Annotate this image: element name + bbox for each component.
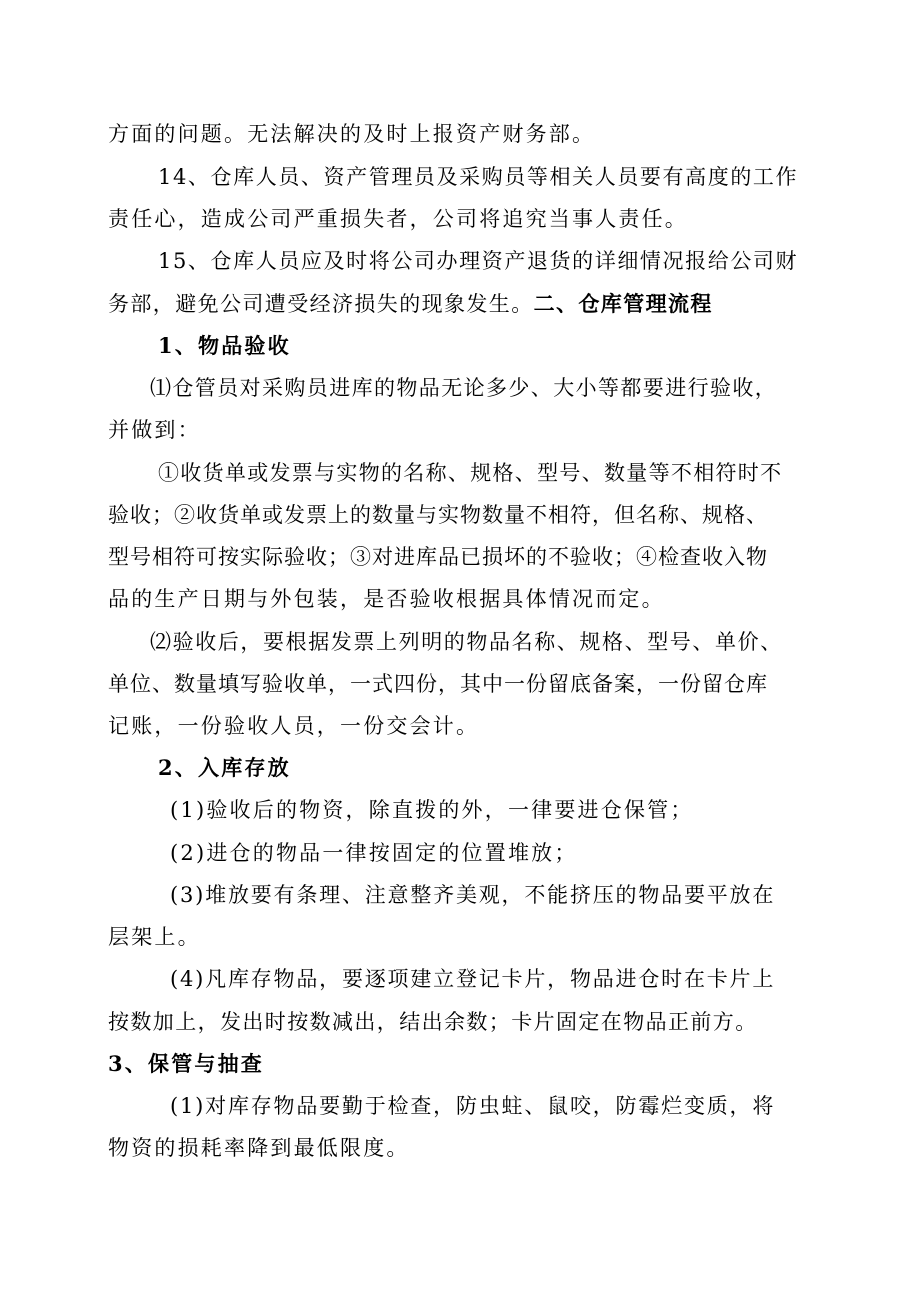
text-line: ⑵验收后，要根据发票上列明的物品名称、规格、型号、单价、 (150, 630, 783, 654)
text-line: 按数加上，发出时按数减出，结出余数；卡片固定在物品正前方。 (108, 1010, 758, 1034)
text-line: 方面的问题。无法解决的及时上报资产财务部。 (108, 122, 596, 146)
text-line: 层架上。 (108, 925, 201, 949)
text-line: 验收；②收货单或发票上的数量与实物数量不相符，但名称、规格、 (108, 503, 768, 527)
text-line: (2)进仓的物品一律按固定的位置堆放； (170, 841, 578, 865)
text-line: 14、仓库人员、资产管理员及采购员等相关人员要有高度的工作 (158, 165, 799, 189)
text-line: ⑴仓管员对采购员进库的物品无论多少、大小等都要进行验收， (150, 376, 778, 400)
subsection-heading: 3、保管与抽查 (108, 1051, 265, 1076)
subsection-heading: 2、入库存放 (158, 755, 291, 780)
text-line: ①收货单或发票与实物的名称、规格、型号、数量等不相符时不 (158, 461, 783, 485)
text-line: 记账，一份验收人员，一份交会计。 (108, 714, 480, 738)
text-line: (1)验收后的物资，除直拨的外，一律要进仓保管； (170, 798, 694, 822)
paragraph-text: 务部，避免公司遭受经济损失的现象发生。 (108, 292, 534, 316)
section-heading: 二、仓库管理流程 (533, 291, 713, 316)
text-line: 责任心，造成公司严重损失者，公司将追究当事人责任。 (108, 207, 688, 231)
subsection-heading: 1、物品验收 (158, 333, 291, 358)
text-line: (3)堆放要有条理、注意整齐美观，不能挤压的物品要平放在 (170, 883, 776, 907)
text-line (108, 288, 808, 320)
text-line: 15、仓库人员应及时将公司办理资产退货的详细情况报给公司财 (158, 249, 799, 273)
text-line: 单位、数量填写验收单，一式四份，其中一份留底备案，一份留仓库 (108, 672, 768, 696)
text-line: 型号相符可按实际验收；③对进库品已损坏的不验收；④检查收入物 (108, 545, 768, 569)
text-line: (1)对库存物品要勤于检查，防虫蛀、鼠咬，防霉烂变质，将 (170, 1094, 776, 1118)
text-line: 品的生产日期与外包装，是否验收根据具体情况而定。 (108, 587, 665, 611)
text-line: 并做到： (108, 418, 201, 442)
text-line: 物资的损耗率降到最低限度。 (108, 1136, 410, 1160)
text-line: (4)凡库存物品，要逐项建立登记卡片，物品进仓时在卡片上 (170, 967, 776, 991)
